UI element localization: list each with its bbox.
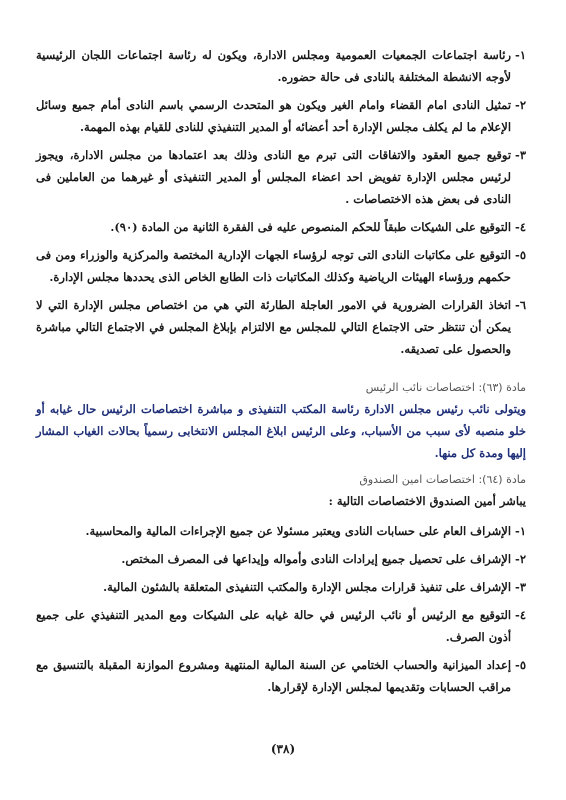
list-item — [36, 576, 526, 598]
list-item — [36, 654, 526, 698]
article-paragraph: ويتولى نائب رئيس مجلس الادارة رئاسة المكتب التنفيذى و مباشرة اختصاصات الرئيس حال غيابه أو خلو منصبه لأى سبب من الأسباب، وعلى الرئيس ابلاغ المجلس الانتخابى رسمياً بحالات الغياب المشار إليها ومدة كل منها. — [36, 402, 526, 460]
article-intro: يباشر أمين الصندوق الاختصاصات التالية : — [328, 494, 526, 508]
list-item — [36, 604, 526, 648]
item-number: ٢- — [515, 552, 526, 566]
item-number: ٣- — [515, 148, 526, 162]
article-heading: مادة (٦٣): اختصاصات نائب الرئيس — [365, 381, 526, 394]
item-number: ٥- — [515, 248, 526, 262]
item-text: إعداد الميزانية والحساب الختامي عن السنة المالية المنتهية ومشروع الموازنة المقبلة بالتنسيق مع مراقب الحسابات وتقديمها لمجلس الإدارة لإقرارها. — [36, 658, 512, 694]
list-item — [36, 294, 526, 360]
article-heading: مادة (٦٤): اختصاصات امين الصندوق — [359, 473, 526, 486]
item-text: الإشراف العام على حسابات النادى ويعتبر مسئولا عن جميع الإجراءات المالية والمحاسبية. — [85, 524, 512, 538]
list-item — [36, 94, 526, 138]
item-number: ١- — [515, 48, 526, 62]
article-63 — [36, 378, 526, 464]
item-text: الإشراف على تنفيذ قرارات مجلس الإدارة والمكتب التنفيذى المتعلقة بالشئون المالية. — [103, 580, 512, 594]
list-item — [36, 548, 526, 570]
list-item — [36, 244, 526, 288]
item-number: ٤- — [515, 220, 526, 234]
item-text: التوقيع على مكاتبات النادى التى توجه لرؤساء الجهات الإدارية المختصة والمركزية والوزراء ومن فى حكمهم ورؤساء الهيئات الرياضية وكذلك المكاتبات ذات الطابع الخاص الذى يحددها مجلس الإدارة. — [36, 248, 512, 284]
item-number: ٦- — [515, 298, 526, 312]
list-item — [36, 44, 526, 88]
item-number: ١- — [515, 524, 526, 538]
item-text: توقيع جميع العقود والاتفاقات التى تبرم مع النادى وذلك بعد اعتمادها من مجلس الادارة، ويجوز لرئيس مجلس الإدارة تفويض احد اعضاء المجلس أو المدير التنفيذى أو غيرهما من العاملين فى النادى فى بعض هذه الاختصاصات . — [36, 148, 512, 206]
page-number: (٣٨) — [270, 742, 296, 756]
item-text: اتخاذ القرارات الضرورية في الامور العاجلة الطارئة التي هي من اختصاص مجلس الإدارة التي لا يمكن أن تنتظر حتى الاجتماع التالي للمجلس مع الالتزام بإبلاغ المجلس في الاجتماع التالي مباشرة والحصول على تصديقه. — [36, 298, 512, 356]
item-text: الإشراف على تحصيل جميع إيرادات النادى وأمواله وإيداعها فى المصرف المختص. — [121, 552, 512, 566]
item-number: ٤- — [515, 608, 526, 622]
item-number: ٣- — [515, 580, 526, 594]
item-text: رئاسة اجتماعات الجمعيات العمومية ومجلس الادارة، ويكون له رئاسة اجتماعات اللجان الرئيسية لأوجه الانشطة المختلفة بالنادى فى حالة حضوره. — [36, 48, 512, 84]
list-item — [36, 520, 526, 542]
item-number: ٥- — [515, 658, 526, 672]
section1-list — [36, 44, 526, 360]
list-item — [36, 216, 526, 238]
item-text: التوقيع على الشيكات طبقاً للحكم المنصوص عليه فى الفقرة الثانية من المادة (٩٠). — [110, 220, 512, 234]
item-text: التوقيع مع الرئيس أو نائب الرئيس في حالة غيابه على الشيكات ومع المدير التنفيذي على جميع أذون الصرف. — [36, 608, 512, 644]
list-item — [36, 144, 526, 210]
item-text: تمثيل النادى امام القضاء وامام الغير ويكون هو المتحدث الرسمي باسم النادى أمام جميع وسائل الإعلام ما لم يكلف مجلس الإدارة أحد أعضائه أو المدير التنفيذي للنادى للقيام بهذه المهمة. — [36, 98, 512, 134]
item-number: ٢- — [515, 98, 526, 112]
article-64 — [36, 470, 526, 698]
